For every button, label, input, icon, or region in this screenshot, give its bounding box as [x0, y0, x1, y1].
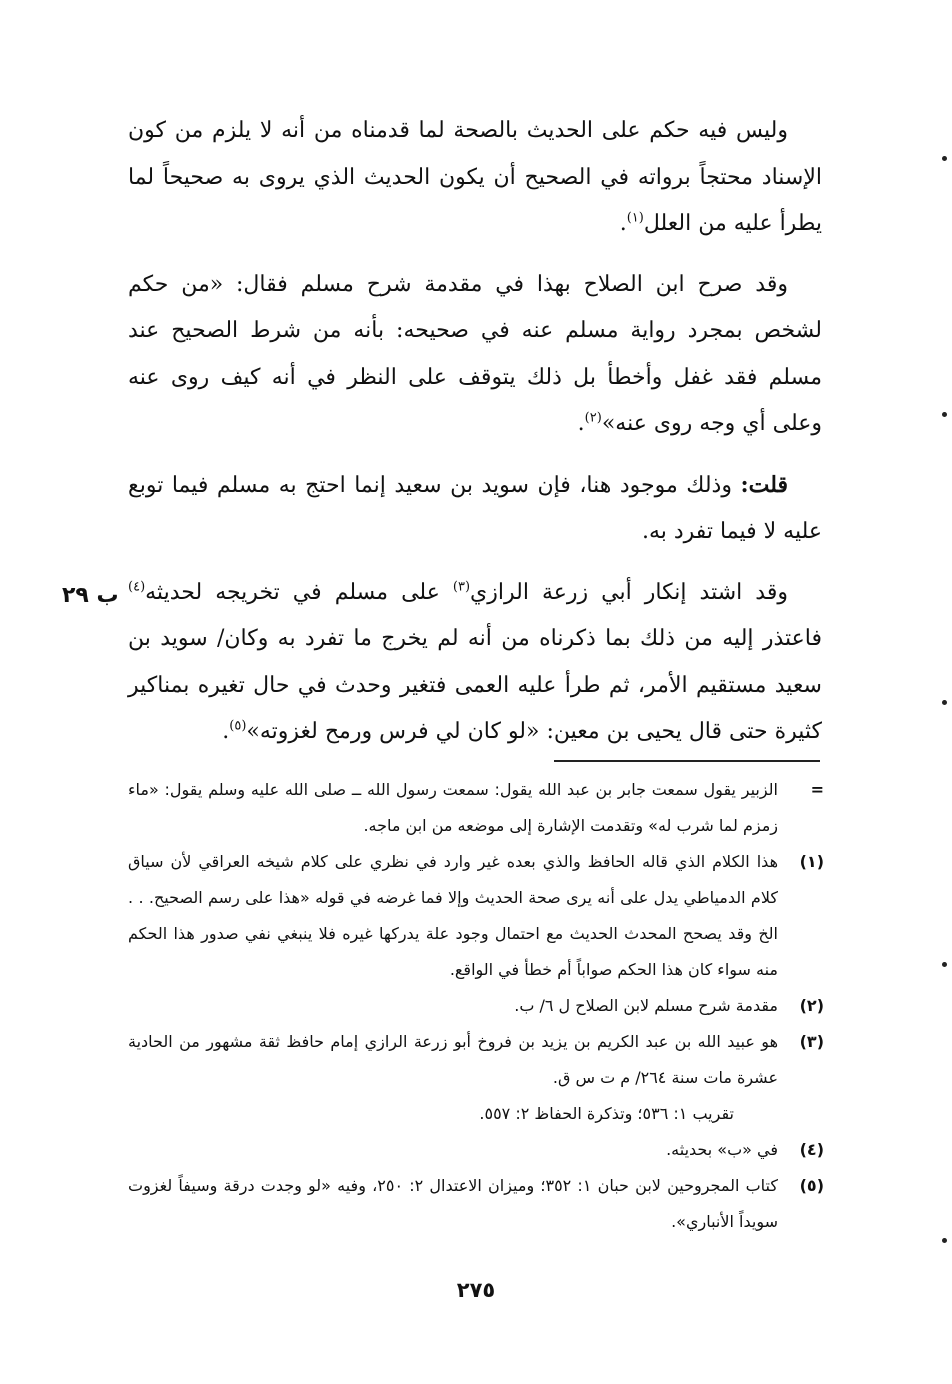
footnote-number: (٢): [799, 996, 824, 1015]
footnote-divider: [554, 760, 820, 762]
paragraph-3: قلت: وذلك موجود هنا، فإن سويد بن سعيد إنما احتج به مسلم فيما توبع عليه لا فيما تفرد به.: [128, 471, 822, 544]
paragraph-4: وقد اشتد إنكار أبي زرعة الرازي$^{(٣)}$ على مسلم في تخريجه لحديثه$^{(٤)}$ فاعتذر إليه من ذلك بما ذكرناه من أنه لم يخرج ما تفرد به وكان/ سويد بن سعيد مستقيم الأمر، ثم طرأ عليه العمى فتغير وحدث في حال تغيره بمناكير كثيرة حتى قال يحيى بن معين: «لو كان لي فرس ورمح لغزوته»$^{(٥)}$.: [128, 579, 822, 744]
footnote-ref-4[interactable]: (٤): [128, 579, 146, 595]
footnote-ref-1[interactable]: (١): [626, 210, 644, 226]
footnote-text: في «ب» بحديثه.: [666, 1140, 778, 1159]
scan-mark: [942, 156, 947, 161]
scan-mark: [942, 700, 947, 705]
scan-mark: [942, 412, 947, 417]
footnote-number: (١): [799, 852, 824, 871]
manuscript-folio-marker: ب ٢٩: [62, 583, 119, 608]
footnote-1: [128, 844, 824, 988]
footnote-text: هو عبيد الله بن عبد الكريم بن يزيد بن فروخ أبو زرعة الرازي إمام حافظ ثقة مشهور من الحادية عشرة مات سنة ٢٦٤/ م ت س ق.: [128, 1032, 778, 1087]
footnote-2: [128, 988, 824, 1024]
qalt-label: قلت:: [740, 471, 788, 498]
paragraph-2: وقد صرح ابن الصلاح بهذا في مقدمة شرح مسلم فقال: «من حكم لشخص بمجرد رواية مسلم عنه في صحيحه: بأنه من شرط الصحيح عند مسلم فقد غفل وأخطأ بل ذلك يتوقف على النظر في أنه كيف روى عنه وعلى أي وجه روى عنه»$^{(٢)}$.: [128, 271, 822, 436]
main-text: [128, 108, 822, 770]
scan-mark: [942, 962, 947, 967]
footnote-number: (٥): [799, 1176, 824, 1195]
footnote-text: مقدمة شرح مسلم لابن الصلاح ل ٦/ ب.: [514, 996, 778, 1015]
footnotes: [128, 772, 824, 1240]
footnote-text: كتاب المجروحين لابن حبان ١: ٣٥٢؛ وميزان الاعتدال ٢: ٢٥٠، وفيه «لو وجدت درقة وسيفاً لغزوت سويداً الأنباري».: [128, 1176, 779, 1231]
footnote-3: [128, 1024, 824, 1096]
continuation-mark: =: [810, 780, 824, 799]
scan-mark: [942, 1238, 947, 1243]
footnote-ref-3[interactable]: (٣): [452, 579, 471, 595]
footnote-ref-5[interactable]: (٥): [229, 718, 247, 734]
footnote-number: (٣): [799, 1032, 824, 1051]
footnote-3-extra: تقريب ١: ٥٣٦؛ وتذكرة الحفاظ ٢: ٥٥٧.: [479, 1104, 734, 1123]
footnote-continuation: [128, 772, 824, 844]
footnote-5: [128, 1168, 824, 1240]
footnote-number: (٤): [799, 1140, 824, 1159]
page-number: ٢٧٥: [456, 1278, 496, 1302]
footnote-text: هذا الكلام الذي قاله الحافظ والذي بعده غير وارد في نظري على كلام شيخه العراقي لأن سياق كلام الدمياطي يدل على أنه يرى صحة الحديث وإلا فما غرضه في قوله «هذا على رسم الصحيح. . . الخ وقد يصحح المحدث الحديث مع احتمال وجود علة يدركها غيره فلا ينبغي نفي صدور هذا الحكم منه سواء كان هذا الحكم صواباً أم خطأ في الواقع.: [128, 852, 778, 979]
paragraph-1: وليس فيه حكم على الحديث بالصحة لما قدمناه من أنه لا يلزم من كون الإسناد محتجاً برواته في الصحيح أن يكون الحديث الذي يروى به صحيحاً لما يطرأ عليه من العلل$^{(١)}$.: [128, 118, 822, 236]
footnote-4: [128, 1132, 824, 1168]
footnote-text: الزبير يقول سمعت جابر بن عبد الله يقول: سمعت رسول الله ــ صلى الله عليه وسلم يقول: «ماء زمزم لما شرب له» وتقدمت الإشارة إلى موضعه من ابن ماجه.: [128, 780, 778, 835]
footnote-ref-2[interactable]: (٢): [584, 410, 602, 426]
